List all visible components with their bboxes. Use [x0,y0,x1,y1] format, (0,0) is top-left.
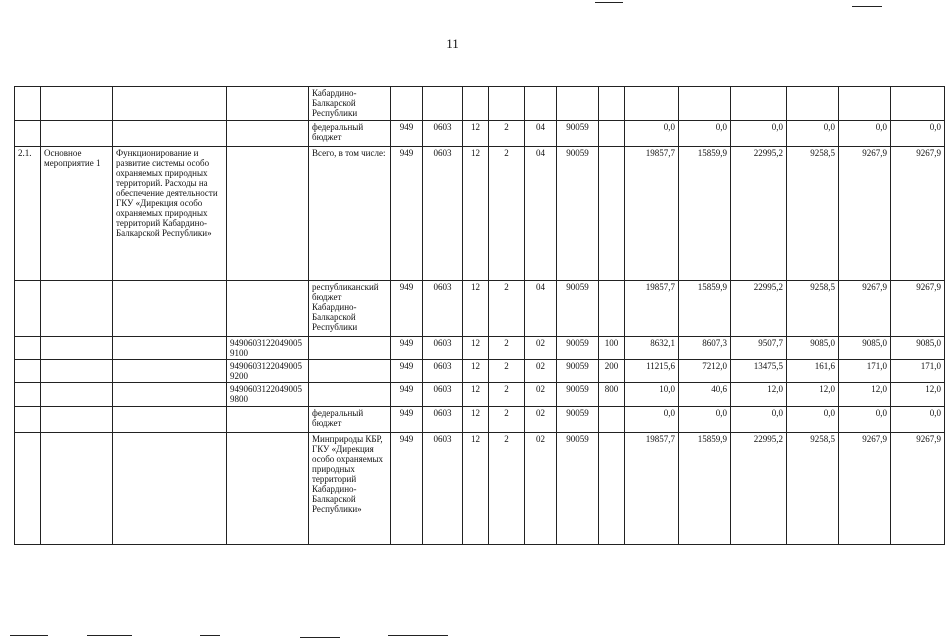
direction-code: 90059 [557,281,599,337]
activity-name [41,121,113,147]
row-number: 2.1. [15,147,41,281]
year-6-amount: 0,0 [891,407,945,433]
subprogram-code [489,87,525,121]
subprogram-code: 2 [489,147,525,281]
year-3-amount: 13475,5 [731,360,787,383]
table-row [15,281,945,337]
event-code: 02 [525,433,557,545]
year-6-amount [891,87,945,121]
budget-code [227,121,309,147]
direction-code [557,87,599,121]
activity-description [113,407,227,433]
table-row [15,147,945,281]
activity-name [41,407,113,433]
budget-code [227,281,309,337]
table-body [15,87,945,545]
year-5-amount: 9085,0 [839,337,891,360]
subprogram-code: 2 [489,281,525,337]
year-4-amount: 9258,5 [787,433,839,545]
budget-code [227,433,309,545]
expense-type-code [599,433,625,545]
funding-source: федеральный бюджет [309,407,391,433]
funding-source: Всего, в том числе: [309,147,391,281]
budget-code [227,147,309,281]
year-5-amount: 9267,9 [839,433,891,545]
section-code: 0603 [423,147,463,281]
grbs-code: 949 [391,383,423,407]
expense-type-code [599,281,625,337]
year-3-amount: 0,0 [731,121,787,147]
funding-source [309,337,391,360]
year-1-amount: 0,0 [625,407,679,433]
direction-code: 90059 [557,360,599,383]
year-2-amount: 0,0 [679,121,731,147]
table-row [15,383,945,407]
event-code: 04 [525,121,557,147]
program-code: 12 [463,383,489,407]
scan-mark [200,635,220,636]
funding-source: Минприроды КБР, ГКУ «Дирекция особо охраняемых природных территорий Кабардино-Балкарской Республики» [309,433,391,545]
subprogram-code: 2 [489,383,525,407]
section-code: 0603 [423,383,463,407]
program-code: 12 [463,360,489,383]
row-number [15,87,41,121]
activity-description [113,87,227,121]
expense-type-code: 100 [599,337,625,360]
funding-source: федеральный бюджет [309,121,391,147]
direction-code: 90059 [557,147,599,281]
program-code: 12 [463,147,489,281]
activity-name [41,360,113,383]
expense-type-code [599,87,625,121]
budget-code [227,407,309,433]
activity-description: Функционирование и развитие системы особо охраняемых природных территорий. Расходы на обеспечение деятельности ГКУ «Дирекция особо охраняемых природных территорий Кабардино-Балкарской Республики» [113,147,227,281]
grbs-code: 949 [391,337,423,360]
program-code: 12 [463,433,489,545]
year-3-amount [731,87,787,121]
budget-table [14,86,945,545]
year-6-amount: 9267,9 [891,433,945,545]
year-1-amount: 10,0 [625,383,679,407]
year-2-amount: 8607,3 [679,337,731,360]
year-2-amount: 15859,9 [679,281,731,337]
year-4-amount: 0,0 [787,121,839,147]
activity-name [41,433,113,545]
activity-description [113,121,227,147]
year-6-amount: 9267,9 [891,147,945,281]
activity-name [41,281,113,337]
funding-source: Кабардино-Балкарской Республики [309,87,391,121]
event-code [525,87,557,121]
section-code: 0603 [423,337,463,360]
activity-description [113,433,227,545]
direction-code: 90059 [557,121,599,147]
row-number [15,337,41,360]
table-row [15,337,945,360]
budget-code: 94906031220490059100 [227,337,309,360]
budget-code: 94906031220490059200 [227,360,309,383]
scan-mark [300,637,340,638]
grbs-code: 949 [391,407,423,433]
year-3-amount: 9507,7 [731,337,787,360]
row-number [15,360,41,383]
year-5-amount: 0,0 [839,121,891,147]
activity-description [113,337,227,360]
budget-code [227,87,309,121]
direction-code: 90059 [557,337,599,360]
grbs-code [391,87,423,121]
year-5-amount: 12,0 [839,383,891,407]
year-1-amount: 8632,1 [625,337,679,360]
activity-name [41,383,113,407]
year-4-amount: 161,6 [787,360,839,383]
row-number [15,121,41,147]
program-code: 12 [463,337,489,360]
funding-source [309,383,391,407]
budget-code: 94906031220490059800 [227,383,309,407]
year-2-amount: 0,0 [679,407,731,433]
year-6-amount: 0,0 [891,121,945,147]
year-3-amount: 0,0 [731,407,787,433]
subprogram-code: 2 [489,121,525,147]
activity-description [113,281,227,337]
grbs-code: 949 [391,360,423,383]
year-5-amount: 9267,9 [839,147,891,281]
year-1-amount [625,87,679,121]
year-5-amount: 0,0 [839,407,891,433]
scan-mark [388,635,448,636]
event-code: 02 [525,360,557,383]
event-code: 02 [525,337,557,360]
grbs-code: 949 [391,121,423,147]
table-row [15,87,945,121]
year-1-amount: 19857,7 [625,281,679,337]
year-3-amount: 22995,2 [731,433,787,545]
year-1-amount: 19857,7 [625,147,679,281]
year-4-amount: 9258,5 [787,281,839,337]
expense-type-code: 200 [599,360,625,383]
year-4-amount: 0,0 [787,407,839,433]
grbs-code: 949 [391,147,423,281]
section-code: 0603 [423,433,463,545]
year-5-amount: 9267,9 [839,281,891,337]
grbs-code: 949 [391,433,423,545]
scan-mark [10,635,48,636]
year-6-amount: 9085,0 [891,337,945,360]
activity-name [41,87,113,121]
direction-code: 90059 [557,433,599,545]
year-4-amount [787,87,839,121]
year-4-amount: 12,0 [787,383,839,407]
subprogram-code: 2 [489,433,525,545]
event-code: 04 [525,147,557,281]
year-6-amount: 9267,9 [891,281,945,337]
year-2-amount: 15859,9 [679,147,731,281]
year-2-amount: 40,6 [679,383,731,407]
row-number [15,407,41,433]
year-6-amount: 12,0 [891,383,945,407]
program-code: 12 [463,281,489,337]
scan-mark [852,6,882,7]
activity-name: Основное мероприятие 1 [41,147,113,281]
row-number [15,281,41,337]
year-2-amount: 15859,9 [679,433,731,545]
table-row [15,121,945,147]
subprogram-code: 2 [489,360,525,383]
table-row [15,433,945,545]
program-code [463,87,489,121]
grbs-code: 949 [391,281,423,337]
expense-type-code [599,121,625,147]
year-2-amount: 7212,0 [679,360,731,383]
year-3-amount: 22995,2 [731,147,787,281]
funding-source [309,360,391,383]
activity-description [113,383,227,407]
year-4-amount: 9258,5 [787,147,839,281]
year-6-amount: 171,0 [891,360,945,383]
table-row [15,407,945,433]
year-1-amount: 11215,6 [625,360,679,383]
scan-mark [595,2,623,3]
direction-code: 90059 [557,383,599,407]
activity-description [113,360,227,383]
scan-mark [87,635,132,636]
year-4-amount: 9085,0 [787,337,839,360]
funding-source: республиканский бюджет Кабардино-Балкарской Республики [309,281,391,337]
event-code: 02 [525,383,557,407]
direction-code: 90059 [557,407,599,433]
table-row [15,360,945,383]
expense-type-code: 800 [599,383,625,407]
year-5-amount [839,87,891,121]
expense-type-code [599,147,625,281]
expense-type-code [599,407,625,433]
subprogram-code: 2 [489,337,525,360]
year-1-amount: 0,0 [625,121,679,147]
section-code: 0603 [423,407,463,433]
event-code: 02 [525,407,557,433]
event-code: 04 [525,281,557,337]
activity-name [41,337,113,360]
page-number: 11 [446,36,459,51]
program-code: 12 [463,407,489,433]
year-1-amount: 19857,7 [625,433,679,545]
row-number [15,383,41,407]
subprogram-code: 2 [489,407,525,433]
year-3-amount: 12,0 [731,383,787,407]
section-code: 0603 [423,281,463,337]
section-code: 0603 [423,121,463,147]
program-code: 12 [463,121,489,147]
section-code: 0603 [423,360,463,383]
section-code [423,87,463,121]
year-2-amount [679,87,731,121]
year-3-amount: 22995,2 [731,281,787,337]
row-number [15,433,41,545]
year-5-amount: 171,0 [839,360,891,383]
